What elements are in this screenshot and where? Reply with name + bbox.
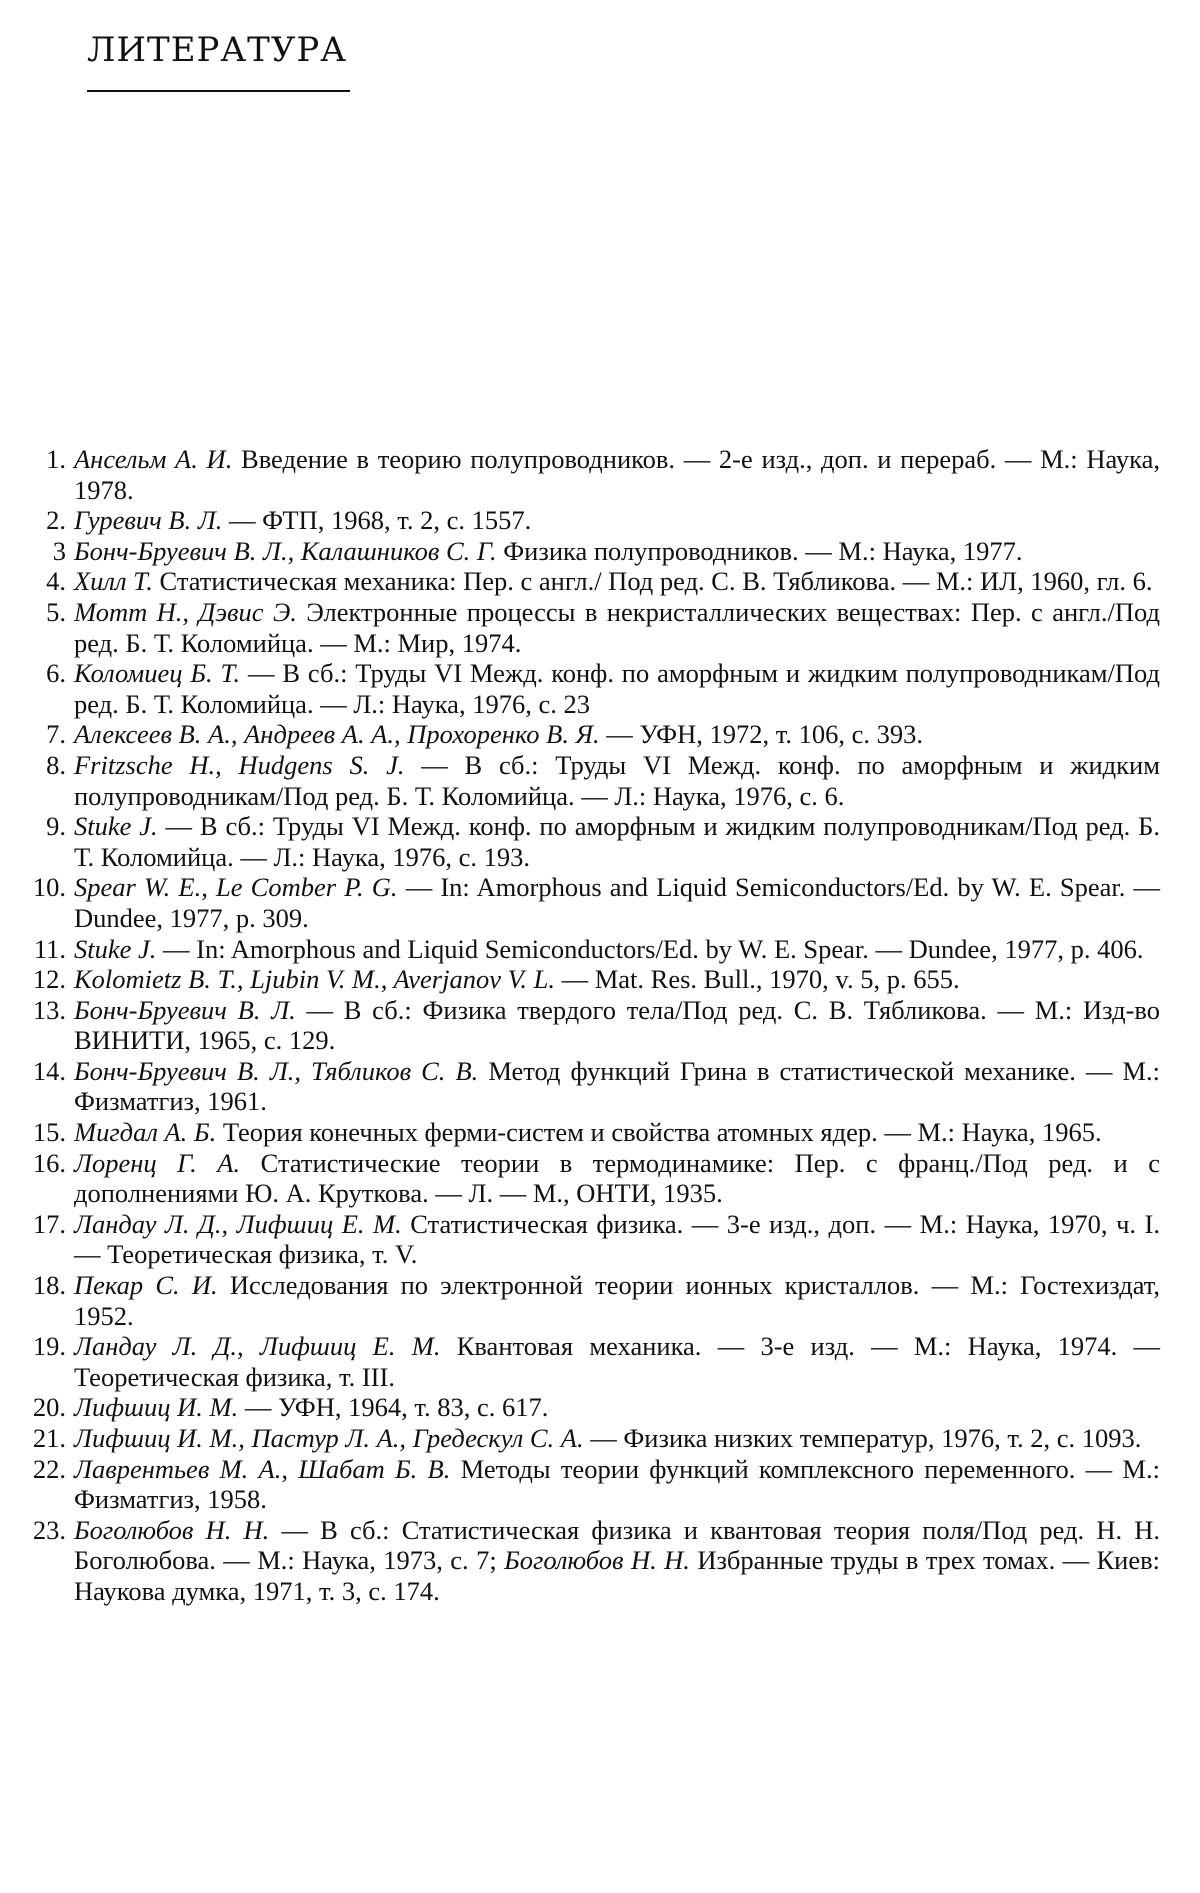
reference-item [22, 934, 1160, 965]
reference-text: — В сб.: Труды VI Межд. конф. по аморфным и жидким полупроводникам/Под ред. Б. Т. Коломийца. — Л.: Наука, 1976, с. 193. [74, 811, 1161, 872]
reference-text: Квантовая механика. — 3-е изд. — М.: Наука, 1974. — Теоретическая физика, т. III. [74, 1331, 1161, 1392]
reference-item [22, 1209, 1160, 1270]
reference-item [22, 1454, 1160, 1515]
reference-item [22, 1515, 1160, 1607]
reference-number: 21. [32, 1423, 66, 1453]
reference-item [22, 1392, 1160, 1423]
reference-text: Введение в теорию полупроводников. — 2-е изд., доп. и перераб. — М.: Наука, 1978. [74, 444, 1160, 505]
reference-number: 11. [33, 933, 66, 964]
reference-text: Метод функций Грина в статистической механике. — М.: Физматгиз, 1961. [74, 1055, 1161, 1117]
reference-number: 1. [46, 444, 66, 474]
reference-number: 9. [46, 811, 66, 842]
reference-item [22, 872, 1160, 933]
reference-number: 2. [46, 505, 66, 536]
reference-author: Лаврентьев М. А., Шабат Б. В. [74, 1453, 451, 1484]
reference-number: 18. [32, 1270, 66, 1301]
heading-underline [87, 90, 350, 92]
reference-text: — Физика низких температур, 1976, т. 2, с. 1093. [590, 1423, 1142, 1453]
reference-text: — В сб.: Труды VI Межд. конф. по аморфным и жидким полупроводникам/Под ред. Б. Т. Коломийца. — Л.: Наука, 1976, с. 23 [74, 658, 1160, 719]
reference-author: Мотт Н., Дэвис Э. [74, 596, 297, 627]
reference-author: Лифшиц И. М. [74, 1392, 239, 1423]
reference-text: Физика полупроводников. — М.: Наука, 1977. [503, 535, 1023, 566]
reference-item [22, 1117, 1160, 1148]
reference-author: Лоренц Г. А. [74, 1147, 241, 1178]
reference-item [22, 536, 1160, 567]
reference-author: Коломиец Б. Т. [74, 658, 241, 689]
reference-author: Пекар С. И. [74, 1270, 218, 1301]
reference-text: Теория конечных ферми-систем и свойства атомных ядер. — М.: Наука, 1965. [222, 1117, 1102, 1148]
reference-text: Исследования по электронной теории ионных кристаллов. — М.: Гостехиздат, 1952. [74, 1270, 1161, 1331]
reference-author: Бонч-Бруевич В. Л., Тябликов С. В. [74, 1055, 479, 1086]
reference-item [22, 811, 1160, 872]
reference-item [22, 444, 1160, 505]
reference-text-second: Избранные труды в трех томах. — Киев: Наукова думка, 1971, т. 3, с. 174. [74, 1545, 1161, 1606]
reference-item [22, 1423, 1160, 1454]
reference-number: 3 [52, 535, 66, 566]
reference-number: 13. [32, 994, 66, 1025]
reference-item [22, 1148, 1160, 1209]
reference-text: — В сб.: Статистическая физика и квантовая теория поля/Под ред. Н. Н. Боголюбова. — М.: Наука, 1973, с. 7; [74, 1514, 1161, 1576]
reference-text: — ФТП, 1968, т. 2, с. 1557. [229, 505, 532, 536]
reference-author: Гуревич В. Л. [74, 505, 223, 536]
reference-item [22, 566, 1160, 597]
reference-item [22, 995, 1160, 1056]
reference-text: Статистическая механика: Пер. с англ./ Под ред. С. В. Тябликова. — М.: ИЛ, 1960, гл. 6. [159, 566, 1153, 597]
reference-number: 19. [32, 1331, 66, 1362]
reference-author: Fritzsche H., Hudgens S. J. [74, 749, 405, 780]
reference-number: 12. [32, 964, 66, 995]
reference-text: — В сб.: Труды VI Межд. конф. по аморфным и жидким полупроводникам/Под ред. Б. Т. Коломийца. — Л.: Наука, 1976, с. 6. [74, 749, 1160, 811]
reference-author: Stuke J. [74, 933, 157, 964]
reference-text: Статистические теории в термодинамике: Пер. с франц./Под ред. и с дополнениями Ю. А. Круткова. — Л. — М., ОНТИ, 1935. [74, 1147, 1160, 1209]
reference-list [22, 444, 1160, 1607]
page-heading: ЛИТЕРАТУРА [87, 30, 348, 70]
reference-item [22, 505, 1160, 536]
reference-text: — УФН, 1972, т. 106, с. 393. [606, 719, 923, 750]
reference-number: 20. [32, 1392, 66, 1423]
reference-number: 23. [32, 1514, 66, 1545]
reference-author: Мигдал А. Б. [74, 1117, 217, 1148]
reference-number: 15. [32, 1117, 66, 1148]
reference-number: 17. [32, 1208, 66, 1239]
reference-author: Боголюбов Н. Н. [74, 1514, 270, 1545]
reference-author: Бонч-Бруевич В. Л., Калашников С. Г. [74, 535, 497, 566]
reference-number: 8. [46, 749, 66, 780]
reference-number: 14. [32, 1055, 66, 1086]
reference-item [22, 719, 1160, 750]
reference-author: Spear W. E., Le Comber P. G. [74, 872, 398, 903]
reference-author: Kolomietz B. T., Ljubin V. M., Averjanov V. L. [74, 964, 555, 995]
reference-author: Лифшиц И. М., Пастур Л. А., Гредескул С. А. [74, 1423, 584, 1453]
reference-text: — УФН, 1964, т. 83, с. 617. [244, 1392, 549, 1423]
reference-number: 4. [46, 566, 66, 597]
reference-text: — В сб.: Физика твердого тела/Под ред. С. В. Тябликова. — М.: Изд-во ВИНИТИ, 1965, с. 129. [74, 994, 1160, 1056]
reference-number: 6. [46, 658, 66, 689]
reference-item [22, 964, 1160, 995]
reference-item [22, 1331, 1160, 1392]
reference-text: Методы теории функций комплексного переменного. — М.: Физматгиз, 1958. [74, 1453, 1160, 1515]
reference-text: — Mat. Res. Bull., 1970, v. 5, p. 655. [561, 964, 960, 995]
reference-author: Алексеев В. А., Андреев А. А., Прохоренко В. Я. [74, 719, 600, 750]
reference-number: 10. [32, 872, 66, 903]
reference-number: 22. [32, 1453, 66, 1484]
reference-number: 5. [46, 596, 66, 627]
reference-author: Ландау Л. Д., Лифшиц Е. М. [74, 1331, 441, 1362]
reference-number: 7. [46, 719, 66, 750]
reference-item [22, 658, 1160, 719]
reference-text: — In: Amorphous and Liquid Semiconductors/Ed. by W. E. Spear. — Dundee, 1977, p. 406. [163, 933, 1144, 964]
reference-author: Ландау Л. Д., Лифшиц Е. М. [74, 1208, 402, 1239]
reference-item [22, 1270, 1160, 1331]
reference-author: Stuke J. [74, 811, 158, 842]
reference-item [22, 1056, 1160, 1117]
reference-author: Бонч-Бруевич В. Л. [74, 994, 296, 1025]
reference-number: 16. [32, 1147, 66, 1178]
reference-item [22, 597, 1160, 658]
reference-text: Электронные процессы в некристаллических веществах: Пер. с англ./Под ред. Б. Т. Коломийца. — М.: Мир, 1974. [74, 596, 1161, 658]
reference-author-second: Боголюбов Н. Н. [504, 1545, 690, 1576]
reference-text: — In: Amorphous and Liquid Semiconductors/Ed. by W. E. Spear. — Dundee, 1977, p. 309. [74, 872, 1161, 933]
reference-author: Ансельм А. И. [74, 444, 233, 474]
reference-text: Статистическая физика. — 3-е изд., доп. — М.: Наука, 1970, ч. I. — Теоретическая физика, т. V. [74, 1208, 1161, 1270]
reference-item [22, 750, 1160, 811]
reference-author: Хилл Т. [74, 566, 153, 597]
